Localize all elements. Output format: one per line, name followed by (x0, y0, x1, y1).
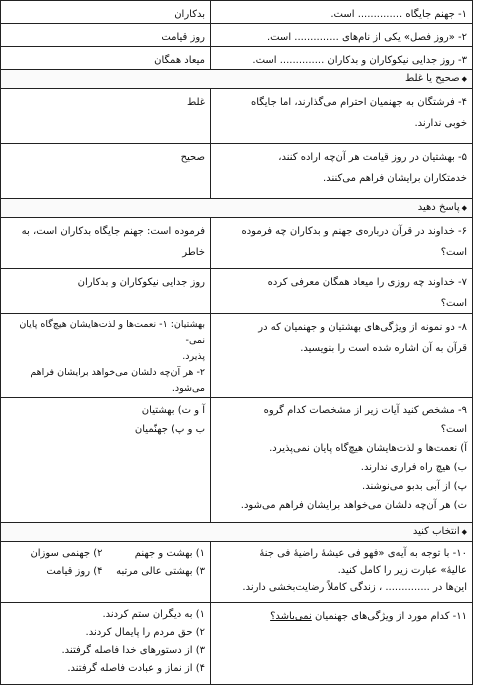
question-row-3 (1, 47, 472, 70)
question-4-line-2: خوبی ندارند. (414, 118, 467, 129)
answer-4: غلط (186, 97, 205, 108)
answer-8-line-2: پذیرد. (182, 351, 205, 362)
answer-5: صحیح (180, 152, 205, 163)
question-row-7 (1, 269, 472, 314)
question-5-line-2: خدمتکاران برایشان فراهم می‌کنند. (323, 173, 467, 184)
answer-6 (1, 218, 210, 268)
question-8-line-2: قرآن به آن اشاره شده است را بنویسید. (300, 343, 467, 354)
option-11-2[interactable]: ۲) حق مردم را پایمال کردند. (85, 627, 205, 638)
question-4-line-1: ۴- فرشتگان به جهنمیان احترام می‌گذارند، اما جایگاه (250, 97, 467, 108)
question-9-item-b: ب) هیچ راه فراری ندارند. (360, 462, 467, 473)
question-10-line-2: عالیهٔ» عبارت زیر را کامل کنید. (337, 565, 467, 576)
question-row-11 (1, 603, 472, 684)
question-5 (210, 144, 472, 198)
question-8-line-1: ۸- دو نمونه از ویژگی‌های بهشتیان و جهنمیان که در (258, 322, 467, 333)
section-row-answer (1, 199, 472, 218)
option-11-3[interactable]: ۳) از دستورهای خدا فاصله گرفتند. (61, 645, 205, 656)
answer-7-line-1: روز جدایی نیکوکاران و بدکاران (77, 277, 205, 288)
question-8 (210, 314, 472, 397)
question-10-line-3: این‌ها در .............. ، زندگی کاملاً رضایت‌بخشی دارند. (242, 582, 467, 593)
question-row-2 (1, 24, 472, 47)
answer-8-line-3: ۲- هر آن‌چه دلشان می‌خواهد برایشان فراهم می‌شود. (30, 367, 205, 394)
question-9-item-d: ت) هر آن‌چه دلشان می‌خواهد برایشان فراهم می‌شود. (240, 500, 467, 511)
question-1: ۱- جهنم جایگاه .............. است. (210, 1, 472, 23)
question-7-line-1: ۷- خداوند چه روزی را میعاد همگان معرفی کرده (267, 277, 467, 288)
option-10-1[interactable]: ۱) بهشت و جهنم (134, 548, 205, 559)
question-row-5 (1, 144, 472, 199)
question-row-10 (1, 542, 472, 603)
answer-3: میعاد همگان (154, 55, 205, 66)
answer-9-line-1: آ و ت) بهشتیان (141, 405, 205, 416)
question-10-line-1: ۱۰- با توجه به آیه‌ی «فهو فی عیشهٔ راضیهٔ فی جنهٔ (259, 548, 467, 559)
answer-6-line-1: فرموده است: جهنم جایگاه بدکاران است، به خاطر (21, 226, 205, 258)
option-11-4[interactable]: ۴) از نماز و عبادت فاصله گرفتند. (67, 663, 205, 674)
question-6 (210, 218, 472, 268)
question-9-item-a: آ) نعمت‌ها و لذت‌هایشان هیچ‌گاه پایان نمی‌پذیرد. (269, 443, 467, 454)
question-4 (210, 89, 472, 143)
question-7-line-2: است؟ (440, 298, 467, 309)
option-10-3[interactable]: ۳) بهشتی عالی مرتبه (116, 566, 205, 577)
options-11 (1, 603, 210, 684)
section-row-choose (1, 523, 472, 542)
option-10-2[interactable]: ۲) جهنمی سوزان (30, 548, 103, 559)
answer-7 (1, 269, 210, 313)
section-title-true-false: ◆ صحیح یا غلط (1, 70, 472, 88)
question-11 (210, 603, 472, 684)
answer-2: روز قیامت (161, 32, 205, 43)
section-title-choose: ◆ انتخاب کنید (1, 523, 472, 541)
question-2: ۲- «روز فصل» یکی از نام‌های .............. است. (210, 24, 472, 46)
question-6-line-1: ۶- خداوند در قرآن درباره‌ی جهنم و بدکاران چه فرموده (241, 226, 467, 237)
option-11-1[interactable]: ۱) به دیگران ستم کردند. (102, 609, 205, 620)
section-title-answer: ◆ پاسخ دهید (1, 199, 472, 217)
answer-8 (1, 314, 210, 397)
question-11-text: ۱۱- کدام مورد از ویژگی‌های جهنمیان (311, 611, 467, 622)
question-11-emphasis: نمی‌باشد؟ (270, 611, 312, 622)
answer-9-line-2: ب و پ) جهنّمیان (134, 424, 205, 435)
question-row-9 (1, 398, 472, 523)
answer-8-line-1: بهشتیان: ۱- نعمت‌ها و لذت‌هایشان هیچ‌گاه پایان نمی- (19, 319, 205, 346)
section-row-true-false (1, 70, 472, 89)
question-9-item-c: پ) از آبی بدبو می‌نوشند. (362, 481, 467, 492)
question-9-line-1: ۹- مشخص کنید آیات زیر از مشخصات کدام گروه (263, 405, 467, 416)
question-10 (210, 542, 472, 602)
answer-9 (1, 398, 210, 522)
answer-6-line-2 (6, 263, 205, 268)
option-10-4[interactable]: ۴) روز قیامت (46, 566, 103, 577)
question-row-1 (1, 1, 472, 24)
question-row-4 (1, 89, 472, 144)
question-5-line-1: ۵- بهشتیان در روز قیامت هر آن‌چه اراده کنند، (278, 152, 467, 163)
question-row-6 (1, 218, 472, 269)
question-9 (210, 398, 472, 522)
question-7 (210, 269, 472, 313)
answer-1: بدکاران (174, 9, 205, 20)
options-10 (1, 542, 210, 602)
question-6-line-2: است؟ (440, 247, 467, 258)
question-row-8 (1, 314, 472, 398)
question-3: ۳- روز جدایی نیکوکاران و بدکاران .............. است. (210, 47, 472, 69)
question-9-line-2: است؟ (440, 424, 467, 435)
